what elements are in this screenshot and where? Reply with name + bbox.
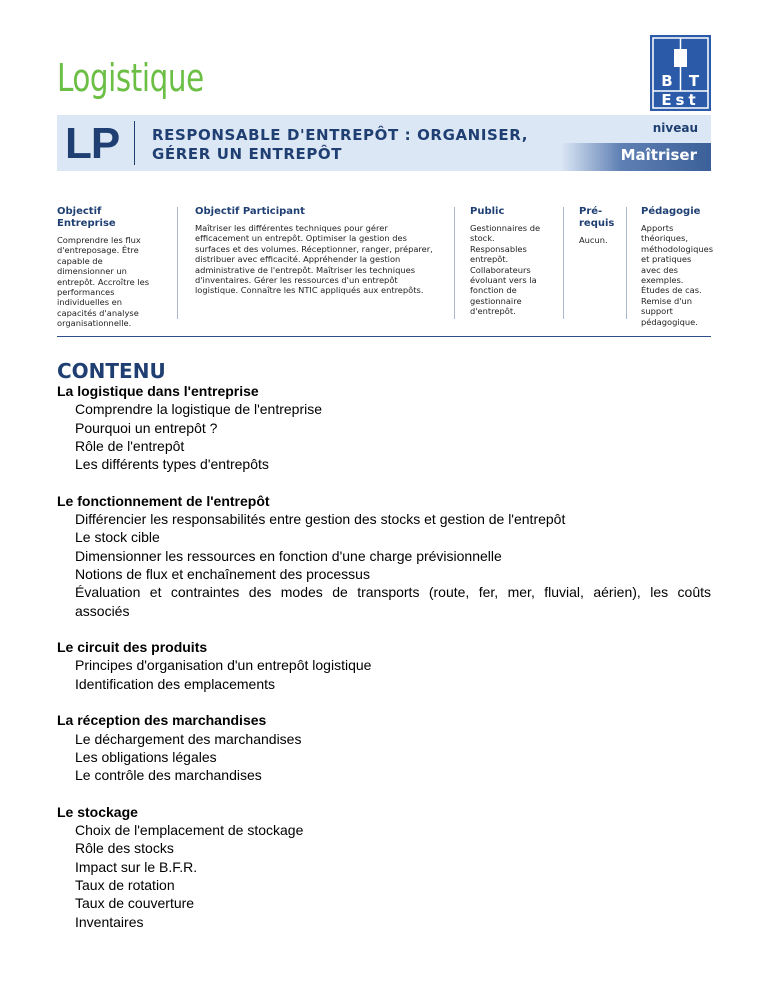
list-item: Principes d'organisation d'un entrepôt logistique	[75, 657, 372, 674]
section-logistique	[57, 382, 711, 473]
column-divider	[626, 207, 627, 319]
column-title: Objectif Participant	[195, 206, 305, 217]
niveau-label: niveau	[652, 121, 698, 135]
list-item: Le déchargement des marchandises	[75, 730, 302, 747]
list-item: Inventaires	[75, 913, 144, 930]
bt-est-logo	[650, 35, 711, 111]
column-title: Objectif Entreprise	[57, 206, 116, 229]
column-title: Pré-requis	[579, 206, 615, 229]
column-divider	[454, 207, 455, 319]
list-item: Évaluation et contraintes des modes de transports (route, fer, mer, fluvial, aérien), les coûts associés	[75, 584, 711, 619]
page-title: Logistique	[57, 56, 204, 100]
section-title: La réception des marchandises	[57, 712, 267, 729]
column-text: Comprendre les flux d'entreposage. Être capable de dimensionner un entrepôt. Accroître les performances individuelles en capacités d'analyse organisationnelle.	[57, 235, 150, 329]
list-item: Taux de couverture	[75, 895, 195, 912]
list-item: Pourquoi un entrepôt ?	[75, 419, 218, 436]
niveau-value: Maîtriser	[620, 146, 697, 164]
column-divider	[563, 207, 564, 319]
list-item: Comprendre la logistique de l'entreprise	[75, 401, 323, 418]
objectif-participant-column	[195, 206, 438, 296]
section-title: La logistique dans l'entreprise	[57, 383, 259, 399]
column-title: Public	[470, 206, 505, 217]
column-title: Pédagogie	[641, 206, 701, 217]
list-item: Le contrôle des marchandises	[75, 767, 262, 784]
logo-word-est: Est	[661, 91, 700, 109]
code-divider	[134, 121, 135, 165]
course-code: LP	[65, 119, 120, 168]
header-divider	[57, 336, 711, 337]
logo-letter-b: B	[661, 72, 673, 90]
list-item: Rôle des stocks	[75, 840, 174, 857]
section-title: Le fonctionnement de l'entrepôt	[57, 492, 270, 509]
section-stockage	[57, 803, 711, 931]
list-item: Taux de rotation	[75, 877, 175, 894]
contenu-heading: CONTENU	[57, 359, 166, 383]
list-item: Les différents types d'entrepôts	[75, 456, 269, 473]
list-item: Différencier les responsabilités entre gestion des stocks et gestion de l'entrepôt	[75, 511, 566, 528]
course-title: RESPONSABLE D'ENTREPÔT : ORGANISER, GÉRER UN ENTREPÔT	[152, 126, 528, 163]
list-item: Les obligations légales	[75, 748, 217, 765]
public-column	[470, 206, 548, 317]
list-item: Dimensionner les ressources en fonction d'une charge prévisionnelle	[75, 547, 502, 564]
list-item: Rôle de l'entrepôt	[75, 437, 185, 454]
list-item: Choix de l'emplacement de stockage	[75, 822, 304, 839]
column-divider	[177, 207, 178, 319]
column-text: Apports théoriques, méthodologiques et pratiques avec des exemples. Études de cas. Remise d'un support pédagogique.	[641, 223, 714, 327]
list-item: Le stock cible	[75, 529, 160, 546]
objectif-entreprise-column	[57, 206, 162, 329]
section-reception	[57, 711, 711, 784]
prerequis-column	[579, 206, 621, 245]
content-list	[57, 382, 711, 949]
pedagogie-column	[641, 206, 714, 327]
list-item: Identification des emplacements	[75, 675, 275, 692]
section-title: Le circuit des produits	[57, 639, 208, 656]
section-circuit	[57, 638, 711, 693]
section-title: Le stockage	[57, 803, 138, 820]
list-item: Impact sur le B.F.R.	[75, 858, 198, 875]
column-text: Aucun.	[579, 235, 608, 245]
section-fonctionnement	[57, 492, 711, 620]
column-text: Maîtriser les différentes techniques pour gérer efficacement un entrepôt. Optimiser la gestion des surfaces et des volumes. Réceptionner, ranger, préparer, distribuer avec efficacité. Appréhender la gestion administrative de l'entrepôt. Maîtriser les techniques d'inventaires. Gérer les ressources d'un entrepôt logistique. Connaître les NTIC appliqués aux entrepôts.	[195, 223, 433, 296]
list-item: Notions de flux et enchaînement des processus	[75, 565, 370, 582]
column-text: Gestionnaires de stock. Responsables entrepôt. Collaborateurs évoluant vers la fonction de gestionnaire d'entrepôt.	[470, 223, 541, 317]
logo-letter-t: T	[688, 72, 700, 90]
